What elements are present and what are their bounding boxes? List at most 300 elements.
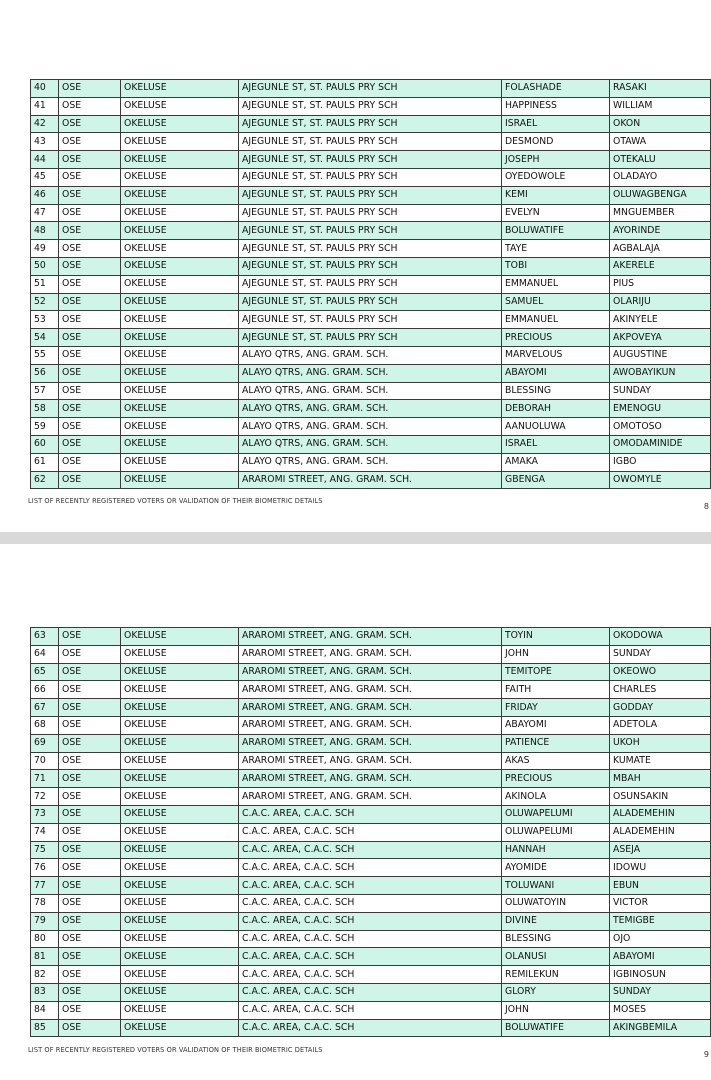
- table-row: [31, 805, 711, 823]
- lga-cell: OSE: [59, 329, 121, 347]
- first-name-cell: EMMANUEL: [502, 311, 610, 329]
- last-name-cell: MNGUEMBER: [610, 204, 711, 222]
- table-row: [31, 770, 711, 788]
- table-row: [31, 115, 711, 133]
- first-name-cell: ISRAEL: [502, 435, 610, 453]
- serial-number-cell: 50: [31, 257, 59, 275]
- lga-cell: OSE: [59, 257, 121, 275]
- ward-cell: OKELUSE: [121, 204, 239, 222]
- polling-unit-cell: C.A.C. AREA, C.A.C. SCH: [239, 948, 502, 966]
- last-name-cell: OTEKALU: [610, 151, 711, 169]
- ward-cell: OKELUSE: [121, 699, 239, 717]
- lga-cell: OSE: [59, 222, 121, 240]
- table-row: [31, 877, 711, 895]
- serial-number-cell: 54: [31, 329, 59, 347]
- serial-number-cell: 53: [31, 311, 59, 329]
- ward-cell: OKELUSE: [121, 133, 239, 151]
- table-row: [31, 293, 711, 311]
- serial-number-cell: 64: [31, 645, 59, 663]
- serial-number-cell: 52: [31, 293, 59, 311]
- ward-cell: OKELUSE: [121, 823, 239, 841]
- table-row: [31, 663, 711, 681]
- last-name-cell: OMODAMINIDE: [610, 435, 711, 453]
- ward-cell: OKELUSE: [121, 983, 239, 1001]
- table-row: [31, 435, 711, 453]
- first-name-cell: ISRAEL: [502, 115, 610, 133]
- serial-number-cell: 83: [31, 983, 59, 1001]
- serial-number-cell: 60: [31, 435, 59, 453]
- polling-unit-cell: ALAYO QTRS, ANG. GRAM. SCH.: [239, 418, 502, 436]
- ward-cell: OKELUSE: [121, 418, 239, 436]
- last-name-cell: AYORINDE: [610, 222, 711, 240]
- voter-table: [30, 627, 711, 1037]
- last-name-cell: OLADAYO: [610, 168, 711, 186]
- serial-number-cell: 59: [31, 418, 59, 436]
- last-name-cell: EMENOGU: [610, 400, 711, 418]
- polling-unit-cell: C.A.C. AREA, C.A.C. SCH: [239, 841, 502, 859]
- table-row: [31, 80, 711, 98]
- first-name-cell: KEMI: [502, 186, 610, 204]
- polling-unit-cell: AJEGUNLE ST, ST. PAULS PRY SCH: [239, 275, 502, 293]
- lga-cell: OSE: [59, 204, 121, 222]
- lga-cell: OSE: [59, 275, 121, 293]
- last-name-cell: VICTOR: [610, 894, 711, 912]
- page-footer: LIST OF RECENTLY REGISTERED VOTERS OR VALIDATION OF THEIR BIOMETRIC DETAILS: [28, 1046, 323, 1054]
- ward-cell: OKELUSE: [121, 80, 239, 98]
- table-row: [31, 859, 711, 877]
- last-name-cell: AKINGBEMILA: [610, 1019, 711, 1037]
- serial-number-cell: 71: [31, 770, 59, 788]
- table-row: [31, 752, 711, 770]
- ward-cell: OKELUSE: [121, 168, 239, 186]
- ward-cell: OKELUSE: [121, 453, 239, 471]
- last-name-cell: OLUWAGBENGA: [610, 186, 711, 204]
- table-row: [31, 645, 711, 663]
- serial-number-cell: 75: [31, 841, 59, 859]
- first-name-cell: DESMOND: [502, 133, 610, 151]
- first-name-cell: HAPPINESS: [502, 97, 610, 115]
- table-row: [31, 275, 711, 293]
- table-row: [31, 841, 711, 859]
- polling-unit-cell: AJEGUNLE ST, ST. PAULS PRY SCH: [239, 97, 502, 115]
- first-name-cell: GBENGA: [502, 471, 610, 489]
- lga-cell: OSE: [59, 983, 121, 1001]
- lga-cell: OSE: [59, 168, 121, 186]
- lga-cell: OSE: [59, 716, 121, 734]
- first-name-cell: FRIDAY: [502, 699, 610, 717]
- polling-unit-cell: AJEGUNLE ST, ST. PAULS PRY SCH: [239, 115, 502, 133]
- first-name-cell: TAYE: [502, 240, 610, 258]
- lga-cell: OSE: [59, 1001, 121, 1019]
- ward-cell: OKELUSE: [121, 788, 239, 806]
- first-name-cell: HANNAH: [502, 841, 610, 859]
- table-row: [31, 983, 711, 1001]
- lga-cell: OSE: [59, 966, 121, 984]
- ward-cell: OKELUSE: [121, 859, 239, 877]
- serial-number-cell: 67: [31, 699, 59, 717]
- table-row: [31, 716, 711, 734]
- first-name-cell: EMMANUEL: [502, 275, 610, 293]
- polling-unit-cell: C.A.C. AREA, C.A.C. SCH: [239, 930, 502, 948]
- table-row: [31, 453, 711, 471]
- last-name-cell: WILLIAM: [610, 97, 711, 115]
- serial-number-cell: 69: [31, 734, 59, 752]
- polling-unit-cell: ARAROMI STREET, ANG. GRAM. SCH.: [239, 734, 502, 752]
- serial-number-cell: 80: [31, 930, 59, 948]
- last-name-cell: AKPOVEYA: [610, 329, 711, 347]
- first-name-cell: PRECIOUS: [502, 329, 610, 347]
- lga-cell: OSE: [59, 948, 121, 966]
- lga-cell: OSE: [59, 453, 121, 471]
- lga-cell: OSE: [59, 788, 121, 806]
- polling-unit-cell: AJEGUNLE ST, ST. PAULS PRY SCH: [239, 311, 502, 329]
- lga-cell: OSE: [59, 311, 121, 329]
- ward-cell: OKELUSE: [121, 346, 239, 364]
- last-name-cell: ABAYOMI: [610, 948, 711, 966]
- polling-unit-cell: ARAROMI STREET, ANG. GRAM. SCH.: [239, 471, 502, 489]
- ward-cell: OKELUSE: [121, 752, 239, 770]
- first-name-cell: BLESSING: [502, 382, 610, 400]
- last-name-cell: GODDAY: [610, 699, 711, 717]
- last-name-cell: CHARLES: [610, 681, 711, 699]
- ward-cell: OKELUSE: [121, 805, 239, 823]
- polling-unit-cell: C.A.C. AREA, C.A.C. SCH: [239, 966, 502, 984]
- polling-unit-cell: AJEGUNLE ST, ST. PAULS PRY SCH: [239, 168, 502, 186]
- polling-unit-cell: ALAYO QTRS, ANG. GRAM. SCH.: [239, 346, 502, 364]
- polling-unit-cell: AJEGUNLE ST, ST. PAULS PRY SCH: [239, 133, 502, 151]
- serial-number-cell: 72: [31, 788, 59, 806]
- ward-cell: OKELUSE: [121, 400, 239, 418]
- ward-cell: OKELUSE: [121, 240, 239, 258]
- last-name-cell: AKERELE: [610, 257, 711, 275]
- page-separator: [0, 532, 711, 544]
- polling-unit-cell: AJEGUNLE ST, ST. PAULS PRY SCH: [239, 257, 502, 275]
- first-name-cell: OLUWAPELUMI: [502, 823, 610, 841]
- polling-unit-cell: ALAYO QTRS, ANG. GRAM. SCH.: [239, 382, 502, 400]
- first-name-cell: JOHN: [502, 645, 610, 663]
- ward-cell: OKELUSE: [121, 97, 239, 115]
- document-page-8: [0, 0, 711, 532]
- last-name-cell: ALADEMEHIN: [610, 805, 711, 823]
- serial-number-cell: 58: [31, 400, 59, 418]
- lga-cell: OSE: [59, 734, 121, 752]
- first-name-cell: TOBI: [502, 257, 610, 275]
- first-name-cell: OLANUSI: [502, 948, 610, 966]
- lga-cell: OSE: [59, 293, 121, 311]
- serial-number-cell: 57: [31, 382, 59, 400]
- table-row: [31, 894, 711, 912]
- voter-table-body: [31, 80, 711, 489]
- polling-unit-cell: ARAROMI STREET, ANG. GRAM. SCH.: [239, 788, 502, 806]
- ward-cell: OKELUSE: [121, 894, 239, 912]
- polling-unit-cell: AJEGUNLE ST, ST. PAULS PRY SCH: [239, 186, 502, 204]
- first-name-cell: BOLUWATIFE: [502, 1019, 610, 1037]
- table-row: [31, 628, 711, 646]
- table-row: [31, 133, 711, 151]
- ward-cell: OKELUSE: [121, 115, 239, 133]
- serial-number-cell: 65: [31, 663, 59, 681]
- ward-cell: OKELUSE: [121, 186, 239, 204]
- table-row: [31, 222, 711, 240]
- last-name-cell: TEMIGBE: [610, 912, 711, 930]
- lga-cell: OSE: [59, 418, 121, 436]
- lga-cell: OSE: [59, 681, 121, 699]
- page-number: 8: [703, 502, 709, 511]
- lga-cell: OSE: [59, 115, 121, 133]
- first-name-cell: TOLUWANI: [502, 877, 610, 895]
- polling-unit-cell: ARAROMI STREET, ANG. GRAM. SCH.: [239, 716, 502, 734]
- last-name-cell: SUNDAY: [610, 382, 711, 400]
- ward-cell: OKELUSE: [121, 257, 239, 275]
- lga-cell: OSE: [59, 699, 121, 717]
- ward-cell: OKELUSE: [121, 912, 239, 930]
- last-name-cell: AUGUSTINE: [610, 346, 711, 364]
- polling-unit-cell: C.A.C. AREA, C.A.C. SCH: [239, 894, 502, 912]
- last-name-cell: AGBALAJA: [610, 240, 711, 258]
- polling-unit-cell: AJEGUNLE ST, ST. PAULS PRY SCH: [239, 80, 502, 98]
- serial-number-cell: 82: [31, 966, 59, 984]
- lga-cell: OSE: [59, 628, 121, 646]
- ward-cell: OKELUSE: [121, 930, 239, 948]
- table-row: [31, 186, 711, 204]
- serial-number-cell: 70: [31, 752, 59, 770]
- serial-number-cell: 78: [31, 894, 59, 912]
- ward-cell: OKELUSE: [121, 877, 239, 895]
- first-name-cell: OLUWATOYIN: [502, 894, 610, 912]
- polling-unit-cell: C.A.C. AREA, C.A.C. SCH: [239, 1019, 502, 1037]
- page-footer: LIST OF RECENTLY REGISTERED VOTERS OR VALIDATION OF THEIR BIOMETRIC DETAILS: [28, 497, 323, 505]
- first-name-cell: DIVINE: [502, 912, 610, 930]
- first-name-cell: TEMITOPE: [502, 663, 610, 681]
- ward-cell: OKELUSE: [121, 311, 239, 329]
- last-name-cell: IGBO: [610, 453, 711, 471]
- table-row: [31, 151, 711, 169]
- polling-unit-cell: ALAYO QTRS, ANG. GRAM. SCH.: [239, 453, 502, 471]
- last-name-cell: ADETOLA: [610, 716, 711, 734]
- table-row: [31, 364, 711, 382]
- polling-unit-cell: ALAYO QTRS, ANG. GRAM. SCH.: [239, 364, 502, 382]
- serial-number-cell: 73: [31, 805, 59, 823]
- table-row: [31, 240, 711, 258]
- table-row: [31, 948, 711, 966]
- last-name-cell: AWOBAYIKUN: [610, 364, 711, 382]
- lga-cell: OSE: [59, 663, 121, 681]
- first-name-cell: AANUOLUWA: [502, 418, 610, 436]
- polling-unit-cell: C.A.C. AREA, C.A.C. SCH: [239, 912, 502, 930]
- serial-number-cell: 49: [31, 240, 59, 258]
- serial-number-cell: 44: [31, 151, 59, 169]
- table-row: [31, 257, 711, 275]
- ward-cell: OKELUSE: [121, 1019, 239, 1037]
- voter-table: [30, 79, 711, 489]
- serial-number-cell: 62: [31, 471, 59, 489]
- table-row: [31, 966, 711, 984]
- serial-number-cell: 77: [31, 877, 59, 895]
- first-name-cell: AKAS: [502, 752, 610, 770]
- polling-unit-cell: C.A.C. AREA, C.A.C. SCH: [239, 823, 502, 841]
- serial-number-cell: 48: [31, 222, 59, 240]
- first-name-cell: AYOMIDE: [502, 859, 610, 877]
- first-name-cell: JOSEPH: [502, 151, 610, 169]
- polling-unit-cell: C.A.C. AREA, C.A.C. SCH: [239, 1001, 502, 1019]
- ward-cell: OKELUSE: [121, 293, 239, 311]
- lga-cell: OSE: [59, 645, 121, 663]
- last-name-cell: OJO: [610, 930, 711, 948]
- lga-cell: OSE: [59, 752, 121, 770]
- last-name-cell: ALADEMEHIN: [610, 823, 711, 841]
- polling-unit-cell: C.A.C. AREA, C.A.C. SCH: [239, 805, 502, 823]
- last-name-cell: MBAH: [610, 770, 711, 788]
- last-name-cell: SUNDAY: [610, 983, 711, 1001]
- polling-unit-cell: ARAROMI STREET, ANG. GRAM. SCH.: [239, 628, 502, 646]
- ward-cell: OKELUSE: [121, 628, 239, 646]
- polling-unit-cell: ARAROMI STREET, ANG. GRAM. SCH.: [239, 770, 502, 788]
- serial-number-cell: 81: [31, 948, 59, 966]
- polling-unit-cell: ARAROMI STREET, ANG. GRAM. SCH.: [239, 663, 502, 681]
- table-row: [31, 400, 711, 418]
- last-name-cell: OWOMYLE: [610, 471, 711, 489]
- ward-cell: OKELUSE: [121, 841, 239, 859]
- last-name-cell: SUNDAY: [610, 645, 711, 663]
- lga-cell: OSE: [59, 240, 121, 258]
- lga-cell: OSE: [59, 382, 121, 400]
- polling-unit-cell: ARAROMI STREET, ANG. GRAM. SCH.: [239, 752, 502, 770]
- last-name-cell: OSUNSAKIN: [610, 788, 711, 806]
- last-name-cell: OKON: [610, 115, 711, 133]
- table-row: [31, 823, 711, 841]
- lga-cell: OSE: [59, 912, 121, 930]
- lga-cell: OSE: [59, 1019, 121, 1037]
- first-name-cell: JOHN: [502, 1001, 610, 1019]
- table-row: [31, 97, 711, 115]
- last-name-cell: EBUN: [610, 877, 711, 895]
- ward-cell: OKELUSE: [121, 222, 239, 240]
- last-name-cell: OLARIJU: [610, 293, 711, 311]
- lga-cell: OSE: [59, 80, 121, 98]
- table-row: [31, 418, 711, 436]
- table-row: [31, 734, 711, 752]
- lga-cell: OSE: [59, 805, 121, 823]
- first-name-cell: PRECIOUS: [502, 770, 610, 788]
- first-name-cell: BLESSING: [502, 930, 610, 948]
- ward-cell: OKELUSE: [121, 1001, 239, 1019]
- table-row: [31, 311, 711, 329]
- first-name-cell: TOYIN: [502, 628, 610, 646]
- ward-cell: OKELUSE: [121, 966, 239, 984]
- polling-unit-cell: C.A.C. AREA, C.A.C. SCH: [239, 859, 502, 877]
- ward-cell: OKELUSE: [121, 382, 239, 400]
- last-name-cell: KUMATE: [610, 752, 711, 770]
- lga-cell: OSE: [59, 823, 121, 841]
- serial-number-cell: 63: [31, 628, 59, 646]
- first-name-cell: EVELYN: [502, 204, 610, 222]
- last-name-cell: OMOTOSO: [610, 418, 711, 436]
- serial-number-cell: 45: [31, 168, 59, 186]
- serial-number-cell: 40: [31, 80, 59, 98]
- serial-number-cell: 42: [31, 115, 59, 133]
- voter-table-body: [31, 628, 711, 1037]
- first-name-cell: AMAKA: [502, 453, 610, 471]
- ward-cell: OKELUSE: [121, 645, 239, 663]
- lga-cell: OSE: [59, 877, 121, 895]
- serial-number-cell: 66: [31, 681, 59, 699]
- ward-cell: OKELUSE: [121, 329, 239, 347]
- lga-cell: OSE: [59, 894, 121, 912]
- polling-unit-cell: ARAROMI STREET, ANG. GRAM. SCH.: [239, 699, 502, 717]
- ward-cell: OKELUSE: [121, 716, 239, 734]
- ward-cell: OKELUSE: [121, 681, 239, 699]
- serial-number-cell: 79: [31, 912, 59, 930]
- first-name-cell: AKINOLA: [502, 788, 610, 806]
- polling-unit-cell: AJEGUNLE ST, ST. PAULS PRY SCH: [239, 151, 502, 169]
- last-name-cell: OTAWA: [610, 133, 711, 151]
- last-name-cell: IDOWU: [610, 859, 711, 877]
- polling-unit-cell: AJEGUNLE ST, ST. PAULS PRY SCH: [239, 293, 502, 311]
- table-row: [31, 699, 711, 717]
- last-name-cell: MOSES: [610, 1001, 711, 1019]
- serial-number-cell: 68: [31, 716, 59, 734]
- polling-unit-cell: ALAYO QTRS, ANG. GRAM. SCH.: [239, 435, 502, 453]
- lga-cell: OSE: [59, 97, 121, 115]
- serial-number-cell: 76: [31, 859, 59, 877]
- document-page-9: [0, 544, 711, 1080]
- polling-unit-cell: ARAROMI STREET, ANG. GRAM. SCH.: [239, 681, 502, 699]
- last-name-cell: RASAKI: [610, 80, 711, 98]
- ward-cell: OKELUSE: [121, 663, 239, 681]
- serial-number-cell: 84: [31, 1001, 59, 1019]
- ward-cell: OKELUSE: [121, 364, 239, 382]
- ward-cell: OKELUSE: [121, 734, 239, 752]
- last-name-cell: IGBINOSUN: [610, 966, 711, 984]
- last-name-cell: PIUS: [610, 275, 711, 293]
- ward-cell: OKELUSE: [121, 151, 239, 169]
- last-name-cell: OKEOWO: [610, 663, 711, 681]
- first-name-cell: GLORY: [502, 983, 610, 1001]
- serial-number-cell: 56: [31, 364, 59, 382]
- ward-cell: OKELUSE: [121, 471, 239, 489]
- first-name-cell: MARVELOUS: [502, 346, 610, 364]
- serial-number-cell: 47: [31, 204, 59, 222]
- serial-number-cell: 41: [31, 97, 59, 115]
- lga-cell: OSE: [59, 346, 121, 364]
- table-row: [31, 788, 711, 806]
- lga-cell: OSE: [59, 930, 121, 948]
- last-name-cell: UKOH: [610, 734, 711, 752]
- polling-unit-cell: AJEGUNLE ST, ST. PAULS PRY SCH: [239, 204, 502, 222]
- polling-unit-cell: C.A.C. AREA, C.A.C. SCH: [239, 983, 502, 1001]
- table-row: [31, 681, 711, 699]
- first-name-cell: ABAYOMI: [502, 364, 610, 382]
- lga-cell: OSE: [59, 841, 121, 859]
- polling-unit-cell: AJEGUNLE ST, ST. PAULS PRY SCH: [239, 329, 502, 347]
- first-name-cell: FOLASHADE: [502, 80, 610, 98]
- table-row: [31, 1001, 711, 1019]
- ward-cell: OKELUSE: [121, 948, 239, 966]
- first-name-cell: REMILEKUN: [502, 966, 610, 984]
- lga-cell: OSE: [59, 859, 121, 877]
- lga-cell: OSE: [59, 186, 121, 204]
- serial-number-cell: 74: [31, 823, 59, 841]
- lga-cell: OSE: [59, 471, 121, 489]
- page-number: 9: [703, 1050, 709, 1059]
- table-row: [31, 204, 711, 222]
- first-name-cell: ABAYOMI: [502, 716, 610, 734]
- lga-cell: OSE: [59, 400, 121, 418]
- first-name-cell: SAMUEL: [502, 293, 610, 311]
- lga-cell: OSE: [59, 435, 121, 453]
- polling-unit-cell: C.A.C. AREA, C.A.C. SCH: [239, 877, 502, 895]
- polling-unit-cell: AJEGUNLE ST, ST. PAULS PRY SCH: [239, 240, 502, 258]
